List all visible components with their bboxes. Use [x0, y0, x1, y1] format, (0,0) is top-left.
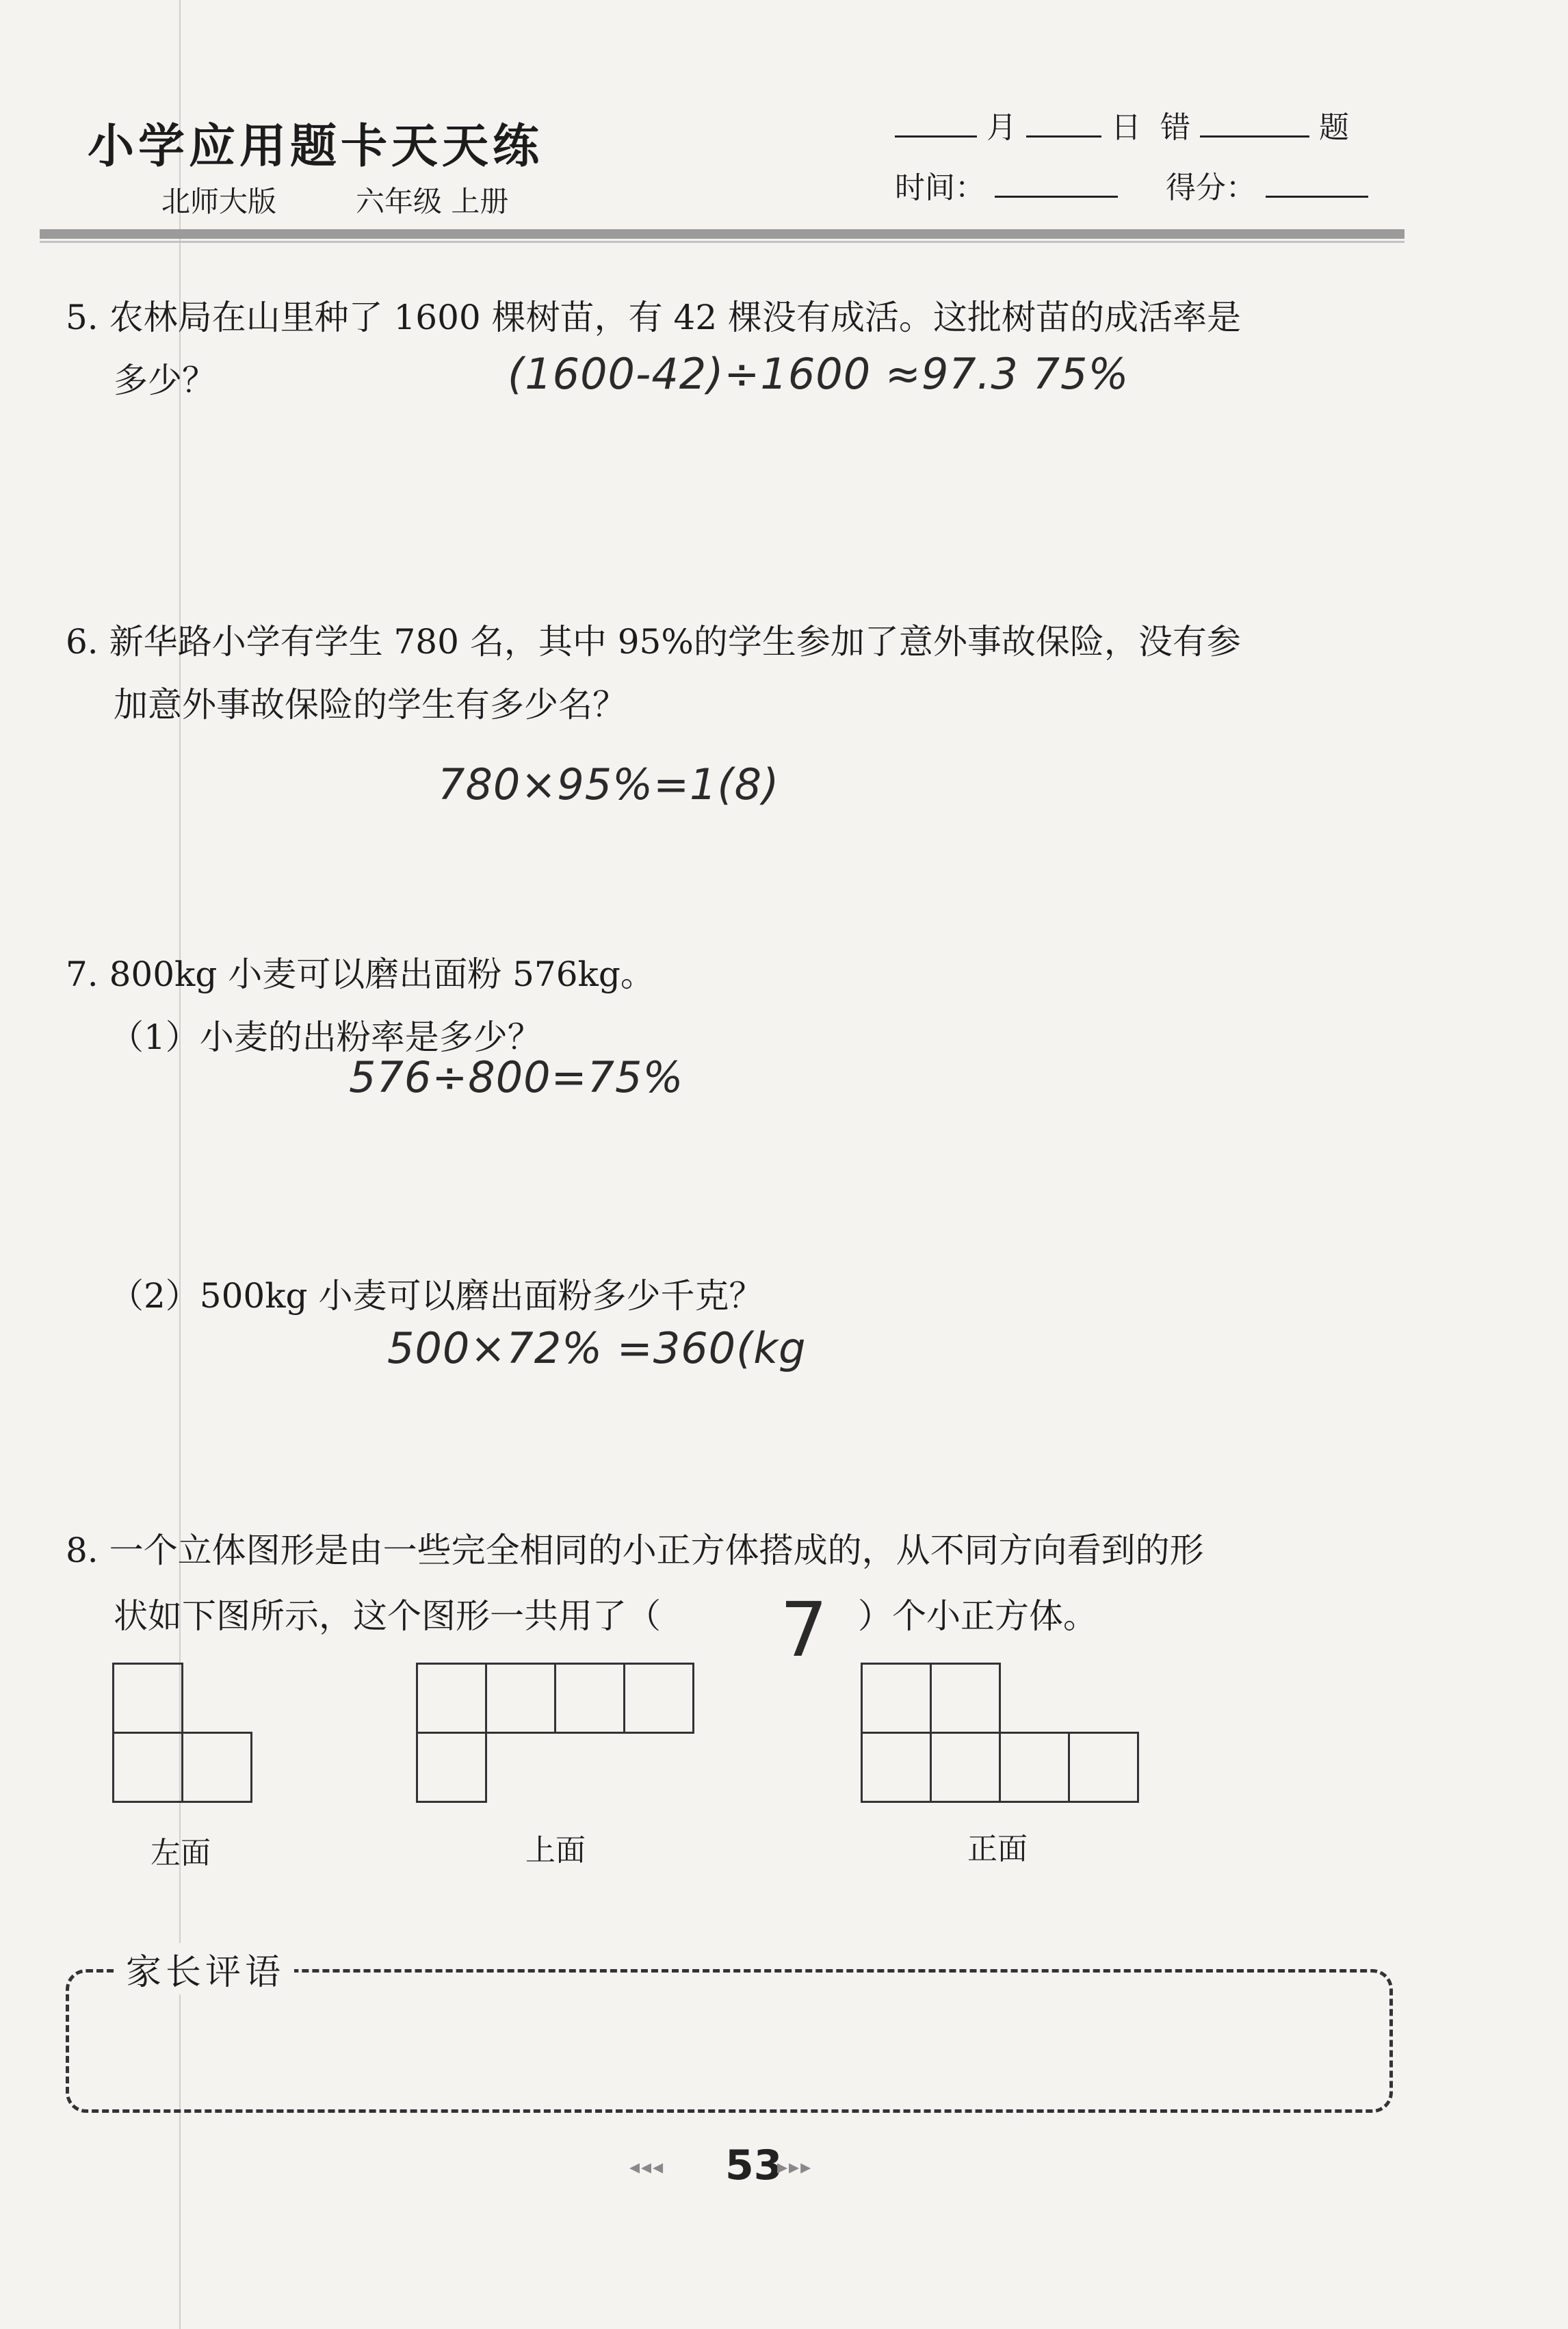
top-view-cell: [554, 1663, 625, 1734]
day-blank[interactable]: [1026, 109, 1101, 138]
q7-part1: （1）小麦的出粉率是多少？: [109, 1017, 542, 1057]
page-arrows-right: ▸▸▸: [777, 2155, 813, 2179]
front-view-cell: [930, 1663, 1001, 1734]
wrong-count-blank[interactable]: [1200, 109, 1309, 138]
left-view-cell: [112, 1663, 183, 1734]
time-label: 时间：: [895, 170, 985, 205]
grade-label: 六年级 上册: [356, 185, 509, 218]
book-title: 小学应用题卡天天练: [88, 120, 544, 174]
q8-line2-end: ）个小正方体。: [858, 1596, 1097, 1636]
q6-line2: 加意外事故保险的学生有多少名？: [114, 685, 627, 725]
front-view-caption: 正面: [967, 1832, 1028, 1866]
page-arrows-left: ◂◂◂: [629, 2155, 665, 2179]
question-unit-label: 题: [1318, 110, 1349, 145]
top-view-caption: 上面: [525, 1833, 586, 1868]
edition-label: 北师大版: [161, 185, 277, 218]
front-view-cell: [861, 1663, 932, 1734]
front-view-cell: [861, 1732, 932, 1803]
q5-line2: 多少？: [114, 361, 216, 400]
score-blank[interactable]: [1266, 170, 1368, 198]
month-blank[interactable]: [895, 109, 977, 138]
front-view-cell: [1068, 1732, 1139, 1803]
header-rule-thin: [40, 241, 1404, 243]
day-label: 日: [1111, 110, 1141, 145]
wrong-label: 错: [1160, 110, 1190, 145]
top-view-cell: [416, 1732, 487, 1803]
q5-handwritten-answer: (1600-42)÷1600 ≈97.3 75%: [508, 349, 1129, 399]
time-blank[interactable]: [995, 170, 1118, 198]
left-view-caption: 左面: [151, 1836, 211, 1871]
q6-line1: 6. 新华路小学有学生 780 名，其中 95%的学生参加了意外事故保险，没有参: [66, 622, 1241, 662]
month-label: 月: [986, 110, 1017, 145]
front-view-cell: [930, 1732, 1001, 1803]
q5-line1: 5. 农林局在山里种了 1600 棵树苗，有 42 棵没有成活。这批树苗的成活率是: [66, 298, 1242, 337]
q7-part1-handwritten-answer: 576÷800=75%: [349, 1052, 684, 1102]
top-view-cell: [623, 1663, 694, 1734]
top-view-cell: [485, 1663, 556, 1734]
time-score-line: [895, 163, 1368, 207]
page-number: 53: [725, 2142, 783, 2189]
q8-line2-start: 状如下图所示，这个图形一共用了（: [114, 1596, 661, 1636]
q7-part2: （2）500kg 小麦可以磨出面粉多少千克？: [109, 1276, 763, 1316]
q7-part2-handwritten-answer: 500×72% =360(kg: [387, 1323, 807, 1373]
parent-comment-label: 家长评语: [116, 1943, 294, 1994]
top-view-cell: [416, 1663, 487, 1734]
date-line: [895, 103, 1349, 146]
q8-line1: 8. 一个立体图形是由一些完全相同的小正方体搭成的，从不同方向看到的形: [66, 1531, 1204, 1570]
q6-handwritten-answer: 780×95%=1(8): [438, 759, 780, 809]
left-view-cell: [181, 1732, 252, 1803]
left-view-cell: [112, 1732, 183, 1803]
q7-line1: 7. 800kg 小麦可以磨出面粉 576kg。: [66, 954, 655, 994]
q8-handwritten-answer: 7: [780, 1586, 828, 1674]
score-label: 得分：: [1165, 170, 1256, 205]
front-view-cell: [999, 1732, 1070, 1803]
header-rule: [40, 229, 1404, 239]
